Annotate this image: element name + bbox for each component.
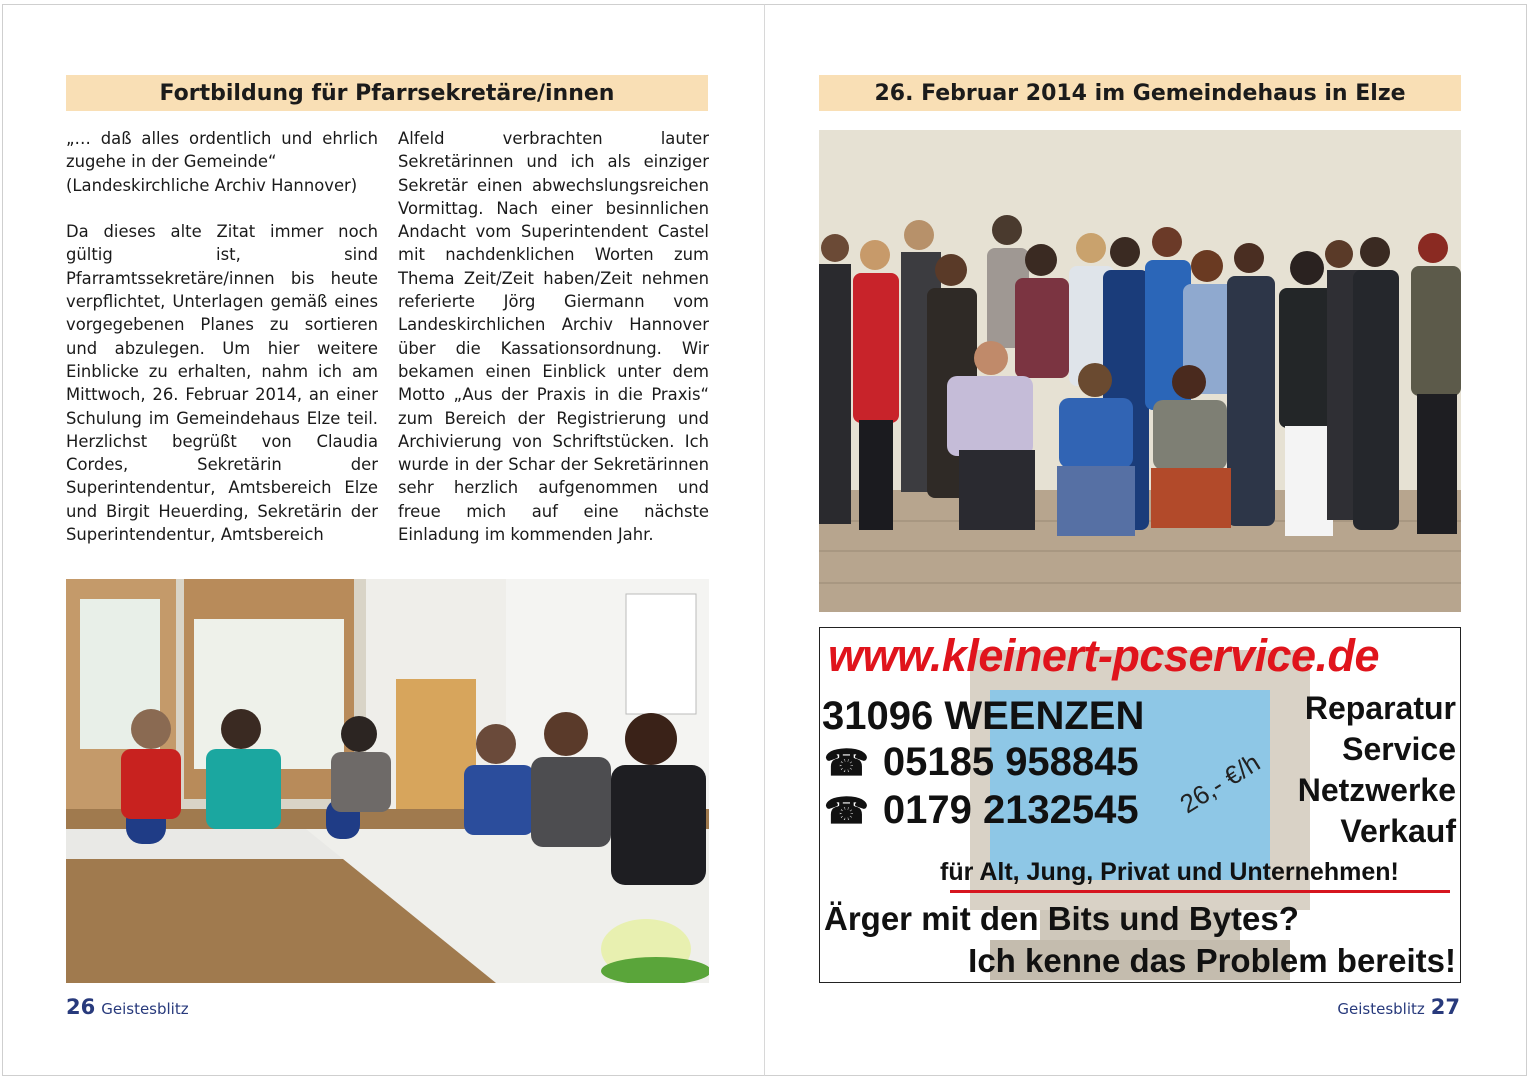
ad-service-network: Netzwerke — [1297, 772, 1456, 808]
left-page-title: Fortbildung für Pfarrsekretäre/innen — [66, 75, 708, 111]
ad-phone-1-number: 05185 958845 — [882, 740, 1139, 784]
ad-service-repair: Reparatur — [1304, 690, 1456, 726]
left-magazine-name: Geistesblitz — [101, 1000, 189, 1018]
seminar-photo — [66, 579, 709, 983]
article-column-1: „… daß alles ordentlich und ehrlich zugehe in der Gemeinde“ (Landeskirchliche Archiv Hannover) Da dieses alte Zitat immer noch gültig ist, sind Pfarramtssekretäre/innen bis heute verpflichtet, Unterlagen gemäß eines vorgegebenen Planes zu sortieren und abzulegen. Um hier weitere Einblicke zu erhalten, nahm ich am Mittwoch, 26. Februar 2014, an einer Schulung im Gemeindehaus Elze teil. Herzlichst begrüßt von Claudia Cordes, Sekretärin der Superintendentur, Amtsbereich Elze und Birgit Heuerding, Sekretärin der Superintendentur, Amtsbereich — [66, 129, 378, 545]
ad-website: www.kleinert-pcservice.de — [828, 630, 1380, 681]
ad-service-service: Service — [1342, 731, 1456, 767]
ad-city: 31096 WEENZEN — [822, 694, 1145, 738]
group-photo — [819, 130, 1461, 612]
left-folio — [66, 995, 189, 1019]
right-folio — [1337, 995, 1460, 1019]
ad-answer: Ich kenne das Problem bereits! — [968, 942, 1456, 979]
ad-red-underline — [950, 890, 1450, 893]
pc-service-ad — [819, 627, 1461, 983]
telephone-icon: ☎ — [824, 741, 869, 783]
left-page-number: 26 — [66, 995, 96, 1019]
ad-phone-2-number: 0179 2132545 — [882, 788, 1139, 832]
ad-price: 26,- €/h — [1174, 746, 1266, 820]
right-page-number: 27 — [1430, 995, 1460, 1019]
right-magazine-name: Geistesblitz — [1337, 1000, 1425, 1018]
ad-phone-2 — [824, 788, 1139, 833]
ad-phone-1 — [824, 740, 1139, 785]
left-page — [2, 4, 764, 1076]
telephone-icon: ☎ — [824, 789, 869, 831]
right-page — [764, 4, 1527, 1076]
article-column-2: Alfeld verbrachten lauter Sekretärinnen und ich als einziger Sekretär einen abwechslungsreichen Vormittag. Nach einer besinnlichen Andacht vom Superintendent Castel mit nachdenklichen Worten zum Thema Zeit/Zeit haben/Zeit nehmen referierte Jörg Giermann vom Landeskirchlichen Archiv Hannover über die Kassationsordnung. Wir bekamen einen Einblick unter dem Motto „Aus der Praxis in die Praxis“ zum Bereich der Registrierung und Archivierung von Schriftstücken. Ich wurde in der Schar der Sekretärinnen sehr herzlich aufgenommen und freue mich auf eine nächste Einladung im kommenden Jahr. — [398, 129, 709, 545]
ad-question: Ärger mit den Bits und Bytes? — [824, 900, 1299, 937]
ad-service-sales: Verkauf — [1340, 813, 1456, 849]
right-page-title: 26. Februar 2014 im Gemeindehaus in Elze — [819, 75, 1461, 111]
ad-audience-line: für Alt, Jung, Privat und Unternehmen! — [940, 858, 1399, 886]
